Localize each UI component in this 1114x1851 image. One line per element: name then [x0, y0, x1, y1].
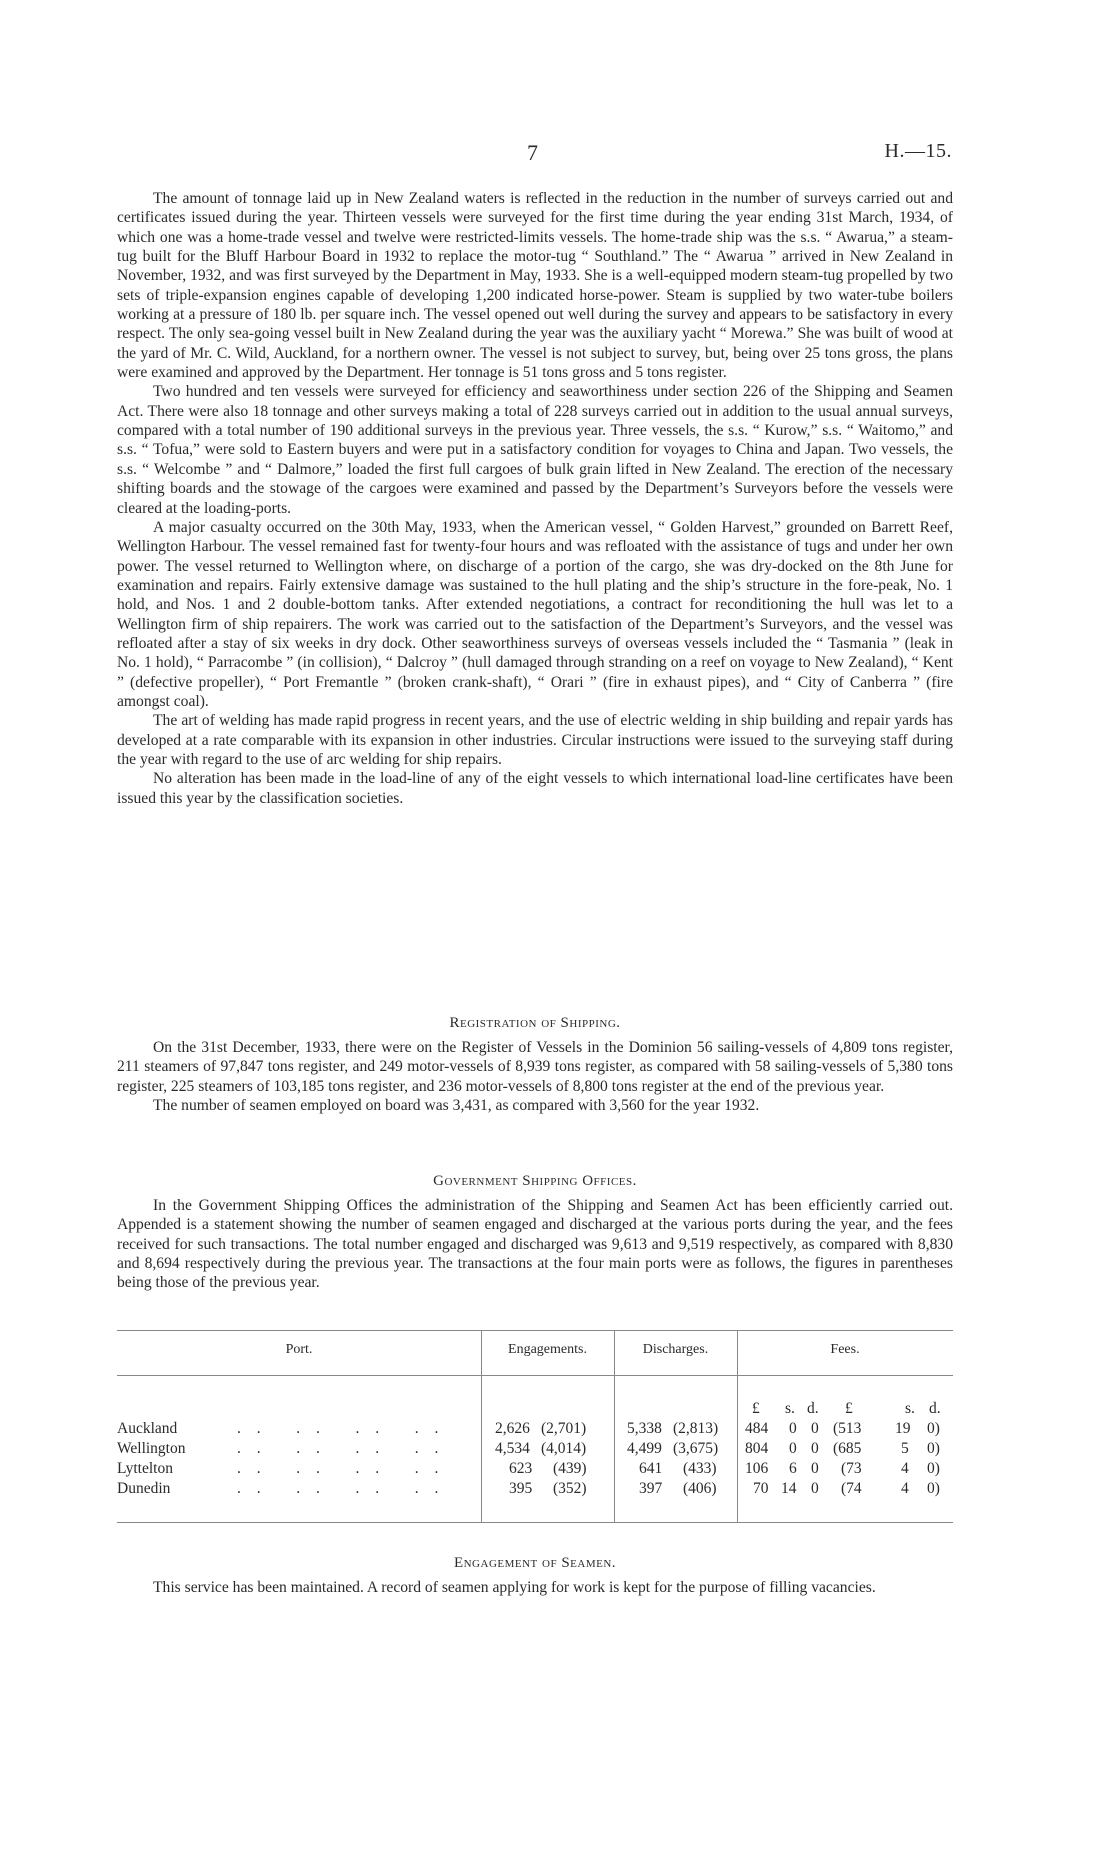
- table-top-rule: [117, 1330, 953, 1331]
- surveys-section: [117, 189, 953, 808]
- column-header-discharges: Discharges.: [642, 1342, 709, 1357]
- page-header: [0, 140, 1114, 170]
- table-row: Dunedin . . . . . . . . 395 (352) 397 (406) 70 14 0 (74 4 0): [117, 1480, 940, 1497]
- table-row: Lyttelton . . . . . . . . 623 (439) 641 (433) 106 6 0 (73 4 0): [117, 1460, 940, 1477]
- registration-section: [117, 1038, 953, 1115]
- section-heading-registration: Registration of Shipping.: [449, 1015, 621, 1031]
- table-row: Auckland . . . . . . . . 2,626 (2,701) 5,338 (2,813) 484 0 0 (513 19 0): [117, 1420, 940, 1437]
- paragraph: On the 31st December, 1933, there were on the Register of Vessels in the Dominion 56 sailing-vessels of 4,809 tons register, 211 steamers of 97,847 tons register, and 249 motor-vessels of 8,939 tons register, as compared with 58 sailing-vessels of 5,380 tons register, 225 steamers of 103,185 tons register, and 236 motor-vessels of 8,800 tons register at the end of the previous year.: [117, 1039, 953, 1095]
- shipping-offices-section: [117, 1196, 953, 1293]
- paragraph: The number of seamen employed on board was 3,431, as compared with 3,560 for the year 1932.: [153, 1097, 760, 1115]
- table-row: Wellington . . . . . . . . 4,534 (4,014) 4,499 (3,675) 804 0 0 (685 5 0): [117, 1440, 940, 1457]
- paragraph: The art of welding has made rapid progress in recent years, and the use of electric welding in ship building and repair yards has developed at a rate comparable with its expansion in other industries. Circular instructions were issued to the surveying staff during the year with regard to the use of arc welding for ship repairs.: [117, 712, 953, 768]
- ports-table: [117, 1330, 953, 1530]
- column-header-engagements: Engagements.: [508, 1342, 587, 1357]
- section-heading-shipping-offices: Government Shipping Offices.: [433, 1173, 637, 1189]
- page-number: 7: [527, 140, 538, 165]
- paragraph: No alteration has been made in the load-line of any of the eight vessels to which international load-line certificates have been issued this year by the classification societies.: [117, 770, 953, 807]
- table-bottom-rule: [117, 1522, 953, 1523]
- column-header-port: Port.: [285, 1342, 313, 1357]
- column-header-fees: Fees.: [830, 1342, 860, 1357]
- paragraph: The amount of tonnage laid up in New Zealand waters is reflected in the reduction in the number of surveys carried out and certificates issued during the year. Thirteen vessels were surveyed for the first time during the year ending 31st March, 1934, of which one was a home-trade vessel and twelve were restricted-limits vessels. The home-trade ship was the s.s. “ Awarua,” a steam-tug built for the Bluff Harbour Board in 1932 to replace the motor-tug “ Southland.” The “ Awarua ” arrived in New Zealand in November, 1932, and was first surveyed by the Department in May, 1933. She is a well-equipped modern steam-tug propelled by two sets of triple-expansion engines capable of developing 1,200 indicated horse-power. Steam is supplied by two water-tube boilers working at a pressure of 180 lb. per square inch. The vessel opened out well during the survey and appears to be satisfactory in every respect. The only sea-going vessel built in New Zealand during the year was the auxiliary yacht “ Morewa.” She was built of wood at the yard of Mr. C. Wild, Auckland, for a northern owner. The vessel is not subject to survey, but, being over 25 tons gross, the plans were examined and approved by the Department. Her tonnage is 51 tons gross and 5 tons register.: [117, 190, 953, 382]
- paragraph: This service has been maintained. A record of seamen applying for work is kept for the purpose of filling vacancies.: [153, 1579, 876, 1596]
- engagement-section: [117, 1578, 953, 1597]
- paragraph: In the Government Shipping Offices the administration of the Shipping and Seamen Act has been efficiently carried out. Appended is a statement showing the number of seamen engaged and discharged at the various ports during the year, and the fees received for such transactions. The total number engaged and discharged was 9,613 and 9,519 respectively, as compared with 8,830 and 8,694 respectively during the previous year. The transactions at the four main ports were as follows, the figures in parentheses being those of the previous year.: [117, 1197, 953, 1292]
- table-header-rule: [117, 1375, 953, 1376]
- currency-units-row: £ s. d. £ s. d.: [752, 1400, 941, 1417]
- page-reference: H.—15.: [884, 140, 952, 162]
- section-heading-engagement: Engagement of Seamen.: [453, 1555, 617, 1571]
- paragraph: A major casualty occurred on the 30th May, 1933, when the American vessel, “ Golden Harvest,” grounded on Barrett Reef, Wellington Harbour. The vessel remained fast for twenty-four hours and was refloated with the assistance of tugs and under her own power. The vessel returned to Wellington where, on discharge of a portion of the cargo, she was dry-docked on the 8th June for examination and repairs. Fairly extensive damage was sustained to the hull plating and the ship’s structure in the fore-peak, No. 1 hold, and Nos. 1 and 2 double-bottom tanks. After extended negotiations, a contract for reconditioning the hull was let to a Wellington firm of ship repairers. The work was carried out to the satisfaction of the Department’s Surveyors, and the vessel was refloated after a stay of six weeks in dry dock. Other seaworthiness surveys of overseas vessels included the “ Tasmania ” (leak in No. 1 hold), “ Parracombe ” (in collision), “ Dalcroy ” (hull damaged through stranding on a reef on voyage to New Zealand), “ Kent ” (defective propeller), “ Port Fremantle ” (broken crank-shaft), “ Orari ” (fire in exhaust pipes), and “ City of Canberra ” (fire amongst coal).: [117, 518, 953, 710]
- paragraph: Two hundred and ten vessels were surveyed for efficiency and seaworthiness under section 226 of the Shipping and Seamen Act. There were also 18 tonnage and other surveys making a total of 228 surveys carried out in addition to the usual annual surveys, compared with a total number of 190 additional surveys in the previous year. Three vessels, the s.s. “ Kurow,” s.s. “ Waitomo,” and s.s. “ Tofua,” were sold to Eastern buyers and were put in a satisfactory condition for voyages to China and Japan. Two vessels, the s.s. “ Welcombe ” and “ Dalmore,” loaded the first full cargoes of bulk grain lifted in New Zealand. The erection of the necessary shifting boards and the stowage of the cargoes were examined and passed by the Department’s Surveyors before the vessels were cleared at the loading-ports.: [117, 383, 953, 517]
